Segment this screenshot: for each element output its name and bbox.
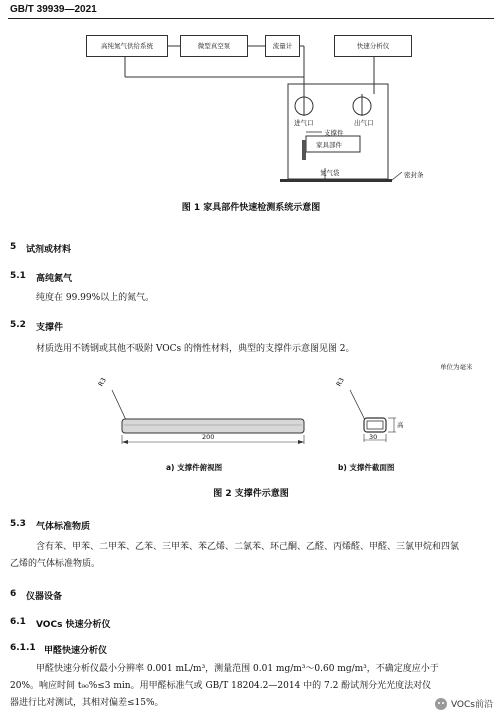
nitrogen-supply-box: 高纯氮气供给系统 <box>86 35 168 57</box>
outlet-label: 出气口 <box>354 119 374 127</box>
section-6-1-1-line1: 甲醛快速分析仪最小分辨率 0.001 mL/m³，测量范围 0.01 mg/m³～0.60 mg/m³，不确定度应小于 <box>36 664 439 674</box>
nitrogen-bag-label: 氮气袋 <box>320 169 340 177</box>
figure2-diagram <box>0 372 502 492</box>
section-5-3-number: 5.3 <box>10 519 26 529</box>
figure2-sub-b: b) 支撑件截面图 <box>338 463 395 472</box>
support-bar-top-view <box>122 419 304 433</box>
flowmeter-box: 流量计 <box>265 35 300 57</box>
section-5-3-title: 气体标准物质 <box>36 522 91 532</box>
section-6-1-number: 6.1 <box>10 617 26 627</box>
inlet-label: 进气口 <box>294 119 314 127</box>
standard-code: GB/T 39939—2021 <box>10 4 97 15</box>
length-label: 200 <box>202 433 215 441</box>
support-label: 支撑件 <box>324 129 344 137</box>
section-5-3-text-line1: 含有苯、甲苯、二甲苯、乙苯、三甲苯、苯乙烯、二氯苯、环己酮、乙醛、丙烯醛、甲醛、三氯甲烷和四氯 <box>36 542 460 552</box>
micro-vacuum-pump-box: 微型真空泵 <box>180 35 248 57</box>
watermark <box>432 696 496 711</box>
figure1-diagram <box>0 22 502 197</box>
section-5-1-number: 5.1 <box>10 271 26 281</box>
section-5-2-number: 5.2 <box>10 320 26 330</box>
watermark-text: VOCs前沿 <box>450 700 493 710</box>
r3-leader-b <box>350 390 366 422</box>
unit-note: 单位为毫米 <box>440 363 473 371</box>
section-5-2-text: 材质选用不锈钢或其他不吸附 VOCs 的惰性材料，典型的支撑件示意图见图 2。 <box>36 344 355 354</box>
r3-label-b: R3 <box>334 376 346 388</box>
figure2-sub-a: a) 支撑件俯视图 <box>166 463 223 472</box>
furniture-part-label: 家具部件 <box>316 141 342 149</box>
section-6-1-1-title: 甲醛快速分析仪 <box>44 646 108 656</box>
section-6-1-1-line2: 20%。响应时间 t₉₀%≤3 min。用甲醛标准气或 GB/T 18204.2—2014 中的 7.2 酚试剂分光光度法对仪 <box>10 681 432 691</box>
analyzer-box: 快速分析仪 <box>334 35 412 57</box>
figure2-caption: 图 2 支撑件示意图 <box>213 489 289 499</box>
section-5-title: 试剂或材料 <box>26 245 72 255</box>
section-6-1-title: VOCs 快速分析仪 <box>36 620 111 630</box>
section-6-1-1-number: 6.1.1 <box>10 643 36 653</box>
r3-leader-a <box>112 390 126 420</box>
seal-leader <box>392 172 402 180</box>
seal-strip-label: 密封条 <box>404 171 424 179</box>
section-5-number: 5 <box>10 242 17 252</box>
header-rule <box>8 18 494 19</box>
figure1-caption: 图 1 家具部件快速检测系统示意图 <box>181 203 321 213</box>
section-6-number: 6 <box>10 589 17 599</box>
section-5-3-text-line2: 乙烯的气体标准物质。 <box>10 559 101 569</box>
r3-label-a: R3 <box>96 376 108 388</box>
section-5-2-title: 支撑件 <box>36 323 64 333</box>
section-5-1-text: 纯度在 99.99%以上的氮气。 <box>36 293 155 303</box>
wechat-icon <box>435 698 447 710</box>
section-5-1-title: 高纯氮气 <box>36 274 73 284</box>
chamber-base <box>280 179 392 182</box>
height-label: 高 <box>397 421 404 429</box>
section-6-1-1-line3: 器进行比对测试，其相对偏差≤15%。 <box>10 698 164 708</box>
support-post <box>302 140 306 160</box>
width-label: 30 <box>369 433 378 441</box>
section-6-title: 仪器设备 <box>26 592 63 602</box>
